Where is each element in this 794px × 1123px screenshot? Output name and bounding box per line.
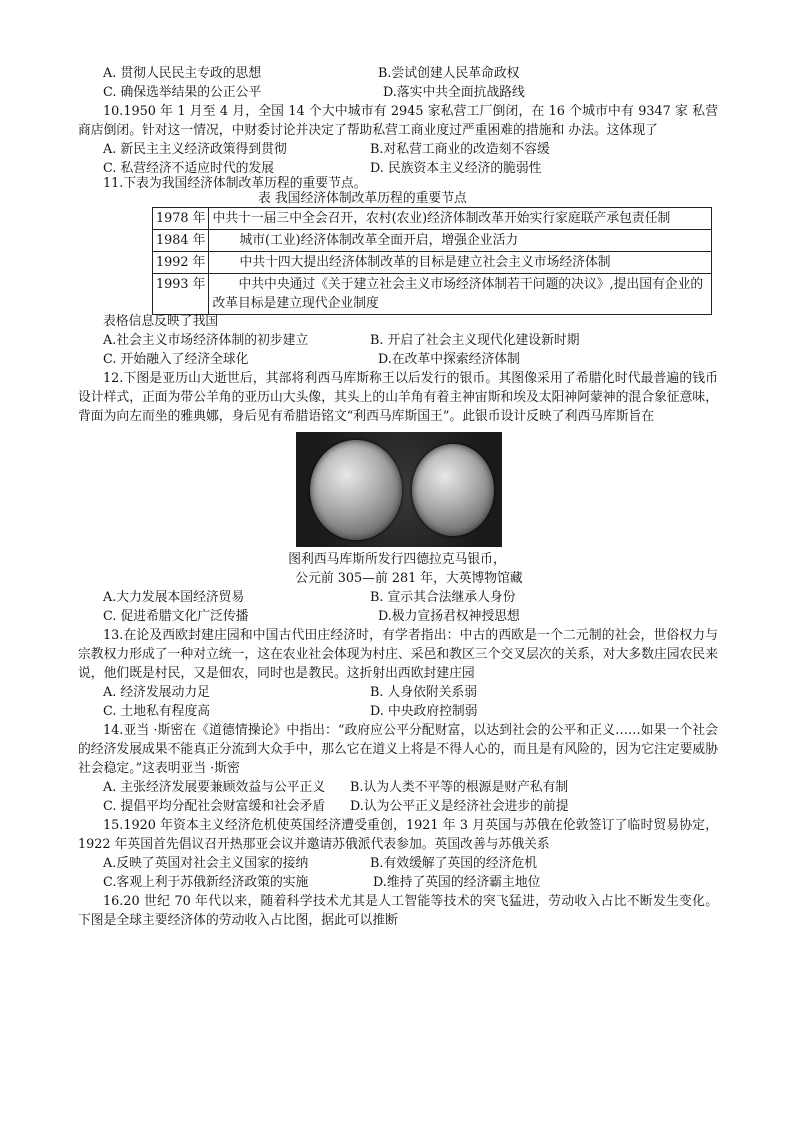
q11-after-table: 表格信息反映了我国 (103, 314, 219, 329)
table-row (153, 274, 712, 315)
q13-stem: 13.在论及西欧封建庄园和中国古代田庄经济时，有学者指出：中古的西欧是一个二元制的社会，世俗权力与宗教权力形成了一种对立统一，这在农业社会体现为村庄、采邑和教区三个交叉层次的关系，对大多数庄园农民来说，他们既是村民，又是佃农，同时也是教民。这折射出西欧封建庄园 (78, 628, 718, 681)
q12-option-d[interactable]: D.极力宣扬君权神授思想 (378, 609, 520, 624)
q14-option-b[interactable]: B.认为人类不平等的根源是财产私有制 (350, 780, 569, 795)
q12-stem: 12.下图是亚历山大逝世后，其部将利西马库斯称王以后发行的银币。其图像采用了希腊化时代最普遍的钱币设计样式，正面为带公羊角的亚历山大头像，其头上的山羊角有着主神宙斯和埃及太阳神阿蒙神的混合象征意味，背面为向左而坐的雅典娜，身后见有希腊语铭文“利西马库斯国王”。此银币设计反映了利西马库斯旨在 (78, 371, 718, 424)
q9-option-a[interactable]: A. 贯彻人民民主专政的思想 (103, 66, 262, 81)
table-cell-year: 1992 年 (153, 252, 209, 274)
q14-option-c[interactable]: C. 提倡平均分配社会财富缓和社会矛盾 (103, 799, 326, 814)
q9-option-b[interactable]: B.尝试创建人民革命政权 (378, 66, 520, 81)
table-row (153, 208, 712, 230)
q14-stem: 14.亚当 ·斯密在《道德情操论》中指出：“政府应公平分配财富，以达到社会的公平和正义……如果一个社会的经济发展成果不能真正分流到大众手中，那么它在道义上将是不得人心的，而且是有风险的，因为它注定要威胁社会稳定。”这表明亚当 ·斯密 (78, 723, 718, 776)
q10-stem: 10.1950 年 1 月至 4 月，全国 14 个大中城市有 2945 家私营工厂倒闭，在 16 个城市中有 9347 家 私营商店倒闭。针对这一情况，中财委讨论并决定了帮助私营工商业度过严重困难的措施和 办法。这体现了 (78, 104, 718, 138)
q14-option-a[interactable]: A. 主张经济发展要兼顾效益与公平正义 (103, 780, 326, 795)
q11-option-c[interactable]: C. 开始融入了经济全球化 (103, 352, 249, 367)
table-row (153, 252, 712, 274)
table-cell-event: 中共十四大提出经济体制改革的目标是建立社会主义市场经济体制 (209, 252, 712, 274)
q15-option-b[interactable]: B.有效缓解了英国的经济危机 (370, 856, 538, 871)
q15-stem: 15.1920 年资本主义经济危机使英国经济遭受重创，1921 年 3 月英国与苏俄在伦敦签订了临时贸易协定，1922 年英国首先倡议召开热那亚会议并邀请苏俄派代表参加。英国改善与苏俄关系 (78, 818, 718, 852)
coin-reverse-athena (412, 444, 494, 536)
figure-caption-line1: 图利西马库斯所发行四德拉克马银币， (288, 552, 506, 567)
q10-option-b[interactable]: B.对私营工商业的改造刻不容缓 (370, 142, 550, 157)
q11-stem: 11.下表为我国经济体制改革历程的重要节点。 (103, 176, 367, 191)
q9-option-c[interactable]: C. 确保选举结果的公正公平 (103, 85, 262, 100)
table-row (153, 230, 712, 252)
q13-option-d[interactable]: D. 中央政府控制弱 (370, 704, 478, 719)
coin-obverse-alexander-head (310, 440, 402, 540)
q12-option-c[interactable]: C. 促进希腊文化广泛传播 (103, 609, 249, 624)
q10-option-c[interactable]: C. 私营经济不适应时代的发展 (103, 161, 275, 176)
q10-option-d[interactable]: D. 民族资本主义经济的脆弱性 (370, 161, 542, 176)
silver-coin-image (296, 432, 502, 547)
q11-option-d[interactable]: D.在改革中探索经济体制 (378, 352, 520, 367)
q12-option-b[interactable]: B. 宣示其合法继承人身份 (370, 590, 516, 605)
q12-option-a[interactable]: A.大力发展本国经济贸易 (103, 590, 245, 605)
q14-option-d[interactable]: D.认为公平正义是经济社会进步的前提 (350, 799, 569, 814)
q13-option-b[interactable]: B. 人身依附关系弱 (370, 685, 478, 700)
figure-caption-line2: 公元前 305—前 281 年，大英博物馆藏 (295, 571, 523, 586)
table-cell-year: 1984 年 (153, 230, 209, 252)
q9-option-d[interactable]: D.落实中共全面抗战路线 (383, 85, 525, 100)
table-cell-event: 城市(工业)经济体制改革全面开启，增强企业活力 (209, 230, 712, 252)
q15-option-d[interactable]: D.维持了英国的经济霸主地位 (373, 875, 541, 890)
table-cell-event: 中共中央通过《关于建立社会主义市场经济体制若干问题的决议》,提出国有企业的改革目标是建立现代企业制度 (209, 274, 712, 315)
table-cell-event: 中共十一届三中全会召开，农村(农业)经济体制改革开始实行家庭联产承包责任制 (209, 208, 712, 230)
q13-option-c[interactable]: C. 土地私有程度高 (103, 704, 211, 719)
q16-stem: 16.20 世纪 70 年代以来，随着科学技术尤其是人工智能等技术的突飞猛进，劳动收入占比不断发生变化。下图是全球主要经济体的劳动收入占比图，据此可以推断 (78, 894, 718, 928)
q15-option-c[interactable]: C.客观上利于苏俄新经济政策的实施 (103, 875, 309, 890)
q11-table-title: 表 我国经济体制改革历程的重要节点 (258, 191, 467, 206)
q10-option-a[interactable]: A. 新民主主义经济政策得到贯彻 (103, 142, 287, 157)
reform-table (152, 207, 712, 315)
q15-option-a[interactable]: A.反映了英国对社会主义国家的接纳 (103, 856, 309, 871)
q11-option-b[interactable]: B. 开启了社会主义现代化建设新时期 (370, 333, 580, 348)
table-cell-year: 1978 年 (153, 208, 209, 230)
q11-option-a[interactable]: A.社会主义市场经济体制的初步建立 (103, 333, 309, 348)
q13-option-a[interactable]: A. 经济发展动力足 (103, 685, 210, 700)
table-cell-year: 1993 年 (153, 274, 209, 315)
